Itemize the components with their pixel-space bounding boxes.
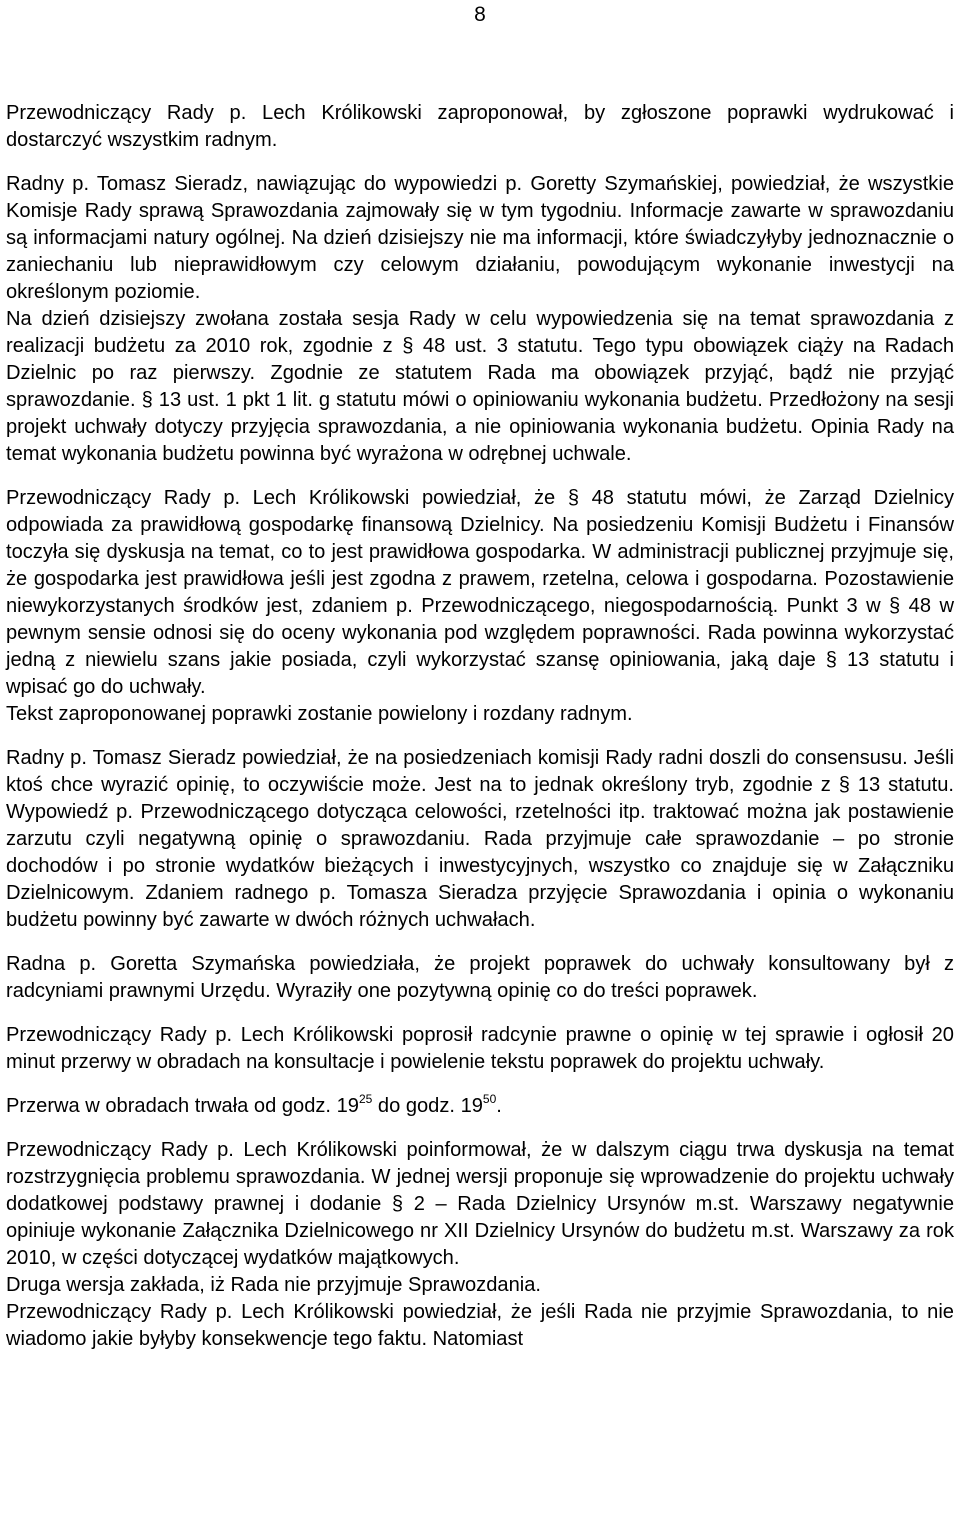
paragraph-chairman-versions: Przewodniczący Rady p. Lech Królikowski poinformował, że w dalszym ciągu trwa dyskusja na temat rozstrzygnięcia problemu sprawozdania. W jednej wersji proponuje się wprowadzenie do projektu uchwały dodatkowej podstawy prawnej i dodanie § 2 – Rada Dzielnicy Ursynów m.st. Warszawy negatywnie opiniuje wykonanie Załącznika Dzielnicowego nr XII Dzielnicy Ursynów do budżetu m.st. Warszawy za rok 2010, w części dotyczącej wydatków majątkowych. [6,1139,954,1269]
break-end-minutes: 50 [482,1092,497,1106]
paragraph-chairman-consequences: Przewodniczący Rady p. Lech Królikowski powiedział, że jeśli Rada nie przyjmie Sprawozdania, to nie wiadomo jakie byłyby konsekwencje tego faktu. Natomiast [6,1301,954,1350]
paragraph-chairman-proposal: Przewodniczący Rady p. Lech Królikowski zaproponował, by zgłoszone poprawki wydrukować i dostarczyć wszystkim radnym. [6,102,954,151]
paragraph-second-version: Druga wersja zakłada, iż Rada nie przyjmuje Sprawozdania. [6,1274,541,1296]
paragraph-sieradz-consensus: Radny p. Tomasz Sieradz powiedział, że na posiedzeniach komisji Rady radni doszli do consensusu. Jeśli ktoś chce wyrazić opinię, to oczywiście może. Jest na to jednak określony tryb, zgodnie z § 13 statutu. Wypowiedź p. Przewodniczącego dotycząca celowości, rzetelności itp. traktować można jak postawienie zarzutu czyli negatywną opinię o sprawozdaniu. Rada przyjmuje całe sprawozdanie – po stronie dochodów i po stronie wydatków bieżących i inwestycyjnych, wszystko co znajduje się w Załączniku Dzielnicowym. Zdaniem radnego p. Tomasza Sieradza przyjęcie Sprawozdania i opinia o wykonaniu budżetu powinny być zawarte w dwóch różnych uchwałach. [6,747,954,931]
break-text-middle: do godz. 19 [372,1095,483,1117]
paragraph-break-time [6,1093,954,1120]
paragraph-chairman-break: Przewodniczący Rady p. Lech Królikowski poprosił radcynie prawne o opinię w tej sprawie i ogłosił 20 minut przerwy w obradach na konsultacje i powielenie tekstu poprawek do projektu uchwały. [6,1024,954,1073]
break-text-start: Przerwa w obradach trwała od godz. 19 [6,1095,359,1117]
paragraph-amendment-copies: Tekst zaproponowanej poprawki zostanie powielony i rozdany radnym. [6,703,633,725]
page-number: 8 [474,3,486,26]
break-text-end: . [496,1095,502,1117]
paragraph-szymanska-statement: Radna p. Goretta Szymańska powiedziała, że projekt poprawek do uchwały konsultowany był z radcyniami prawnymi Urzędu. Wyraziły one pozytywną opinię co do treści poprawek. [6,953,954,1002]
paragraph-sieradz-statement: Radny p. Tomasz Sieradz, nawiązując do wypowiedzi p. Goretty Szymańskiej, powiedział, że wszystkie Komisje Rady sprawą Sprawozdania zajmowały się w tym tygodniu. Informacje zawarte w sprawozdaniu są informacjami natury ogólnej. Na dzień dzisiejszy nie ma informacji, które świadczyłyby jednoznacznie o zaniechaniu lub nieprawidłowym czy celowym działaniu, powodującym wykonanie inwestycji na określonym poziomie. [6,173,954,303]
document-body [6,100,954,1353]
break-start-minutes: 25 [358,1092,373,1106]
paragraph-session-purpose: Na dzień dzisiejszy zwołana została sesja Rady w celu wypowiedzenia się na temat sprawozdania z realizacji budżetu za 2010 rok, zgodnie z § 48 ust. 3 statutu. Tego typu obowiązek ciąży na Radach Dzielnic po raz pierwszy. Zgodnie ze statutem Rada ma obowiązek przyjąć, bądź nie przyjąć sprawozdanie. § 13 ust. 1 pkt 1 lit. g statutu mówi o opiniowaniu wykonania budżetu. Przedłożony na sesji projekt uchwały dotyczy przyjęcia sprawozdania, a nie opiniowania wykonania budżetu. Opinia Rady na temat wykonania budżetu powinna być wyrażona w odrębnej uchwale. [6,308,954,465]
paragraph-chairman-statute: Przewodniczący Rady p. Lech Królikowski powiedział, że § 48 statutu mówi, że Zarząd Dzielnicy odpowiada za prawidłową gospodarkę finansową Dzielnicy. Na posiedzeniu Komisji Budżetu i Finansów toczyła się dyskusja na temat, co to jest prawidłowa gospodarka. W administracji publicznej przyjmuje się, że gospodarka jest prawidłowa jeśli jest zgodna z prawem, rzetelna, celowa i gospodarna. Pozostawienie niewykorzystanych środków jest, zdaniem p. Przewodniczącego, niegospodarnością. Punkt 3 w § 48 w pewnym sensie odnosi się do oceny wykonania pod względem poprawności. Rada powinna wykorzystać jedną z niewielu szans jakie posiada, czyli wykorzystać szansę opiniowania, jaką daje § 13 statutu i wpisać go do uchwały. [6,487,954,698]
